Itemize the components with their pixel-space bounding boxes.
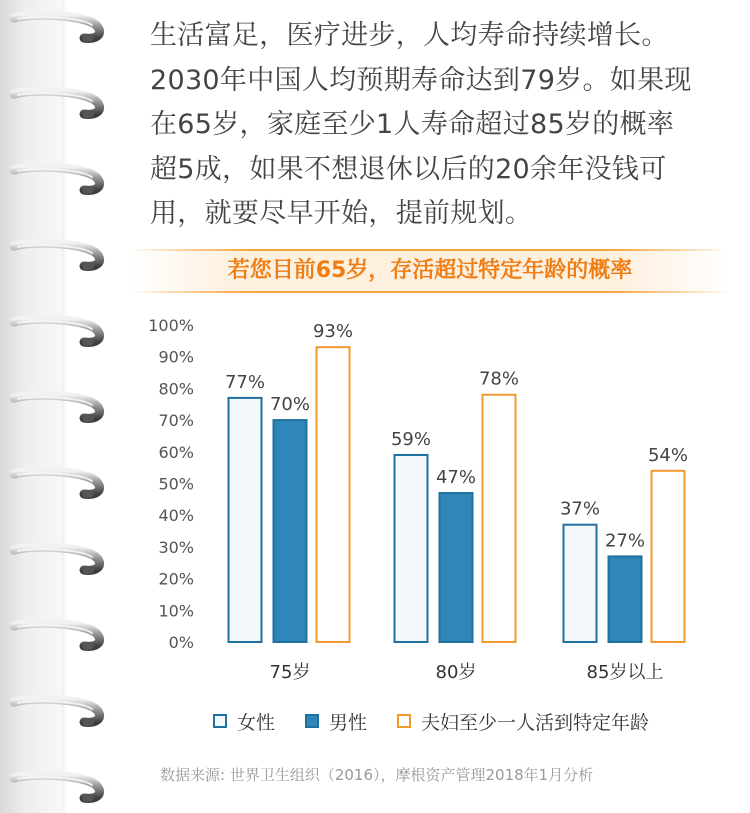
intro-line-4: 超5成，如果不想退休以后的20余年没钱可 <box>150 153 667 185</box>
y-tick-label: 40% <box>158 506 194 526</box>
y-tick-label: 20% <box>158 569 194 589</box>
y-tick-label: 50% <box>158 474 194 494</box>
bar <box>564 525 597 642</box>
intro-line-2: 2030年中国人均预期寿命达到79岁。如果现 <box>150 64 692 96</box>
bar <box>395 455 428 642</box>
legend-label-female: 女性 <box>237 711 276 734</box>
x-tick-label: 75岁 <box>269 662 311 683</box>
legend-item-female <box>213 708 275 735</box>
data-label: 27% <box>604 530 646 552</box>
legend-label-male: 男性 <box>329 711 368 734</box>
legend-item-couple <box>397 708 649 735</box>
bar <box>652 471 685 642</box>
intro-line-5: 用，就要尽早开始，提前规划。 <box>150 198 533 229</box>
legend-swatch-female <box>213 714 227 728</box>
source-note: 数据来源: 世界卫生组织（2016），摩根资产管理2018年1月分析 <box>160 766 594 784</box>
intro-line-3: 在65岁，家庭至少1人寿命超过85岁的概率 <box>150 109 675 140</box>
x-tick-label: 85岁以上 <box>586 662 664 683</box>
bar <box>440 493 473 642</box>
data-label: 78% <box>478 368 520 390</box>
legend-swatch-male <box>305 714 319 728</box>
data-label: 47% <box>435 467 477 489</box>
data-label: 93% <box>312 321 354 343</box>
data-label: 70% <box>269 394 311 416</box>
y-tick-label: 60% <box>158 442 194 462</box>
legend-swatch-couple <box>397 714 411 728</box>
x-tick-label: 80岁 <box>435 662 477 683</box>
data-label: 77% <box>224 371 266 393</box>
data-label: 59% <box>390 428 432 450</box>
bar <box>317 347 350 642</box>
y-tick-label: 0% <box>168 633 194 652</box>
y-tick-label: 70% <box>158 411 194 431</box>
y-tick-label: 90% <box>158 347 194 367</box>
data-label: 54% <box>647 444 689 466</box>
y-tick-label: 100% <box>148 316 194 335</box>
legend-item-male <box>305 708 367 735</box>
data-label: 37% <box>559 498 601 520</box>
intro-line-1: 生活富足，医疗进步，人均寿命持续增长。 <box>150 20 669 51</box>
y-tick-label: 80% <box>158 379 194 399</box>
bar <box>229 398 262 642</box>
legend-label-couple: 夫妇至少一人活到特定年龄 <box>421 711 650 734</box>
bar <box>274 420 307 642</box>
y-tick-label: 10% <box>158 601 194 621</box>
bar <box>483 395 516 642</box>
chart-legend <box>213 708 679 734</box>
y-tick-label: 30% <box>158 537 194 557</box>
bar <box>609 556 642 642</box>
chart-title: 若您目前65岁，存活超过特定年龄的概率 <box>227 258 633 283</box>
